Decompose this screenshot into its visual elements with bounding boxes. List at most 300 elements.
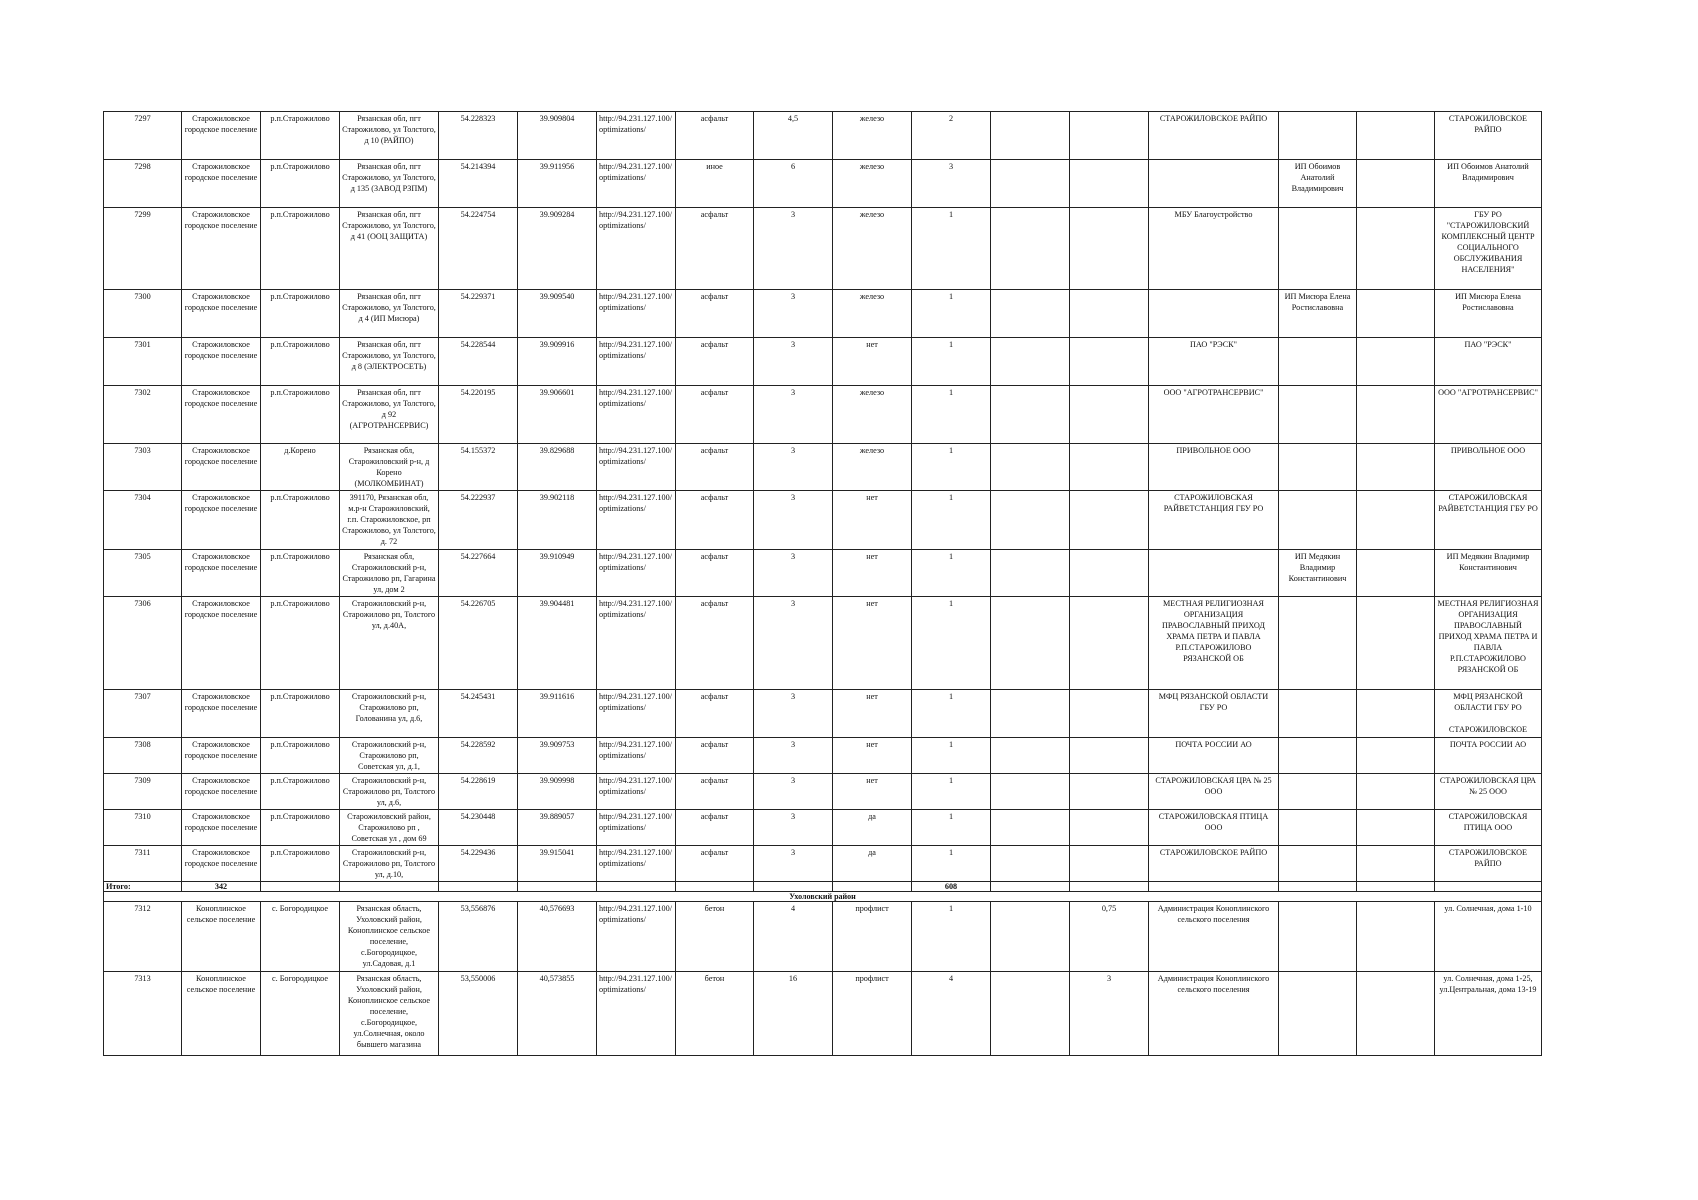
cell-row-number: 7313 [104, 972, 182, 1056]
cell-containers: 1 [912, 444, 991, 491]
cell-owner: ПРИВОЛЬНОЕ ООО [1149, 444, 1279, 491]
cell-col-12 [991, 290, 1070, 338]
cell-settlement: Старожиловское городское поселение [182, 738, 261, 774]
cell-owner: Администрация Коноплинского сельского поселения [1149, 972, 1279, 1056]
cell-entrepreneur [1279, 597, 1357, 690]
cell-served-objects: ПАО "РЭСК" [1435, 338, 1542, 386]
cell-settlement: Старожиловское городское поселение [182, 597, 261, 690]
cell-surface: асфальт [676, 208, 754, 290]
cell-col-16 [1357, 550, 1435, 597]
cell-address: Рязанская область, Ухоловский район, Коноплинское сельское поселение, с.Богородицкое, ул.Солнечная, около бывшего магазина [340, 972, 439, 1056]
cell-col-13 [1070, 160, 1149, 208]
cell-address: Старожиловский р-н, Старожилово рп, Толстого ул, д.6, [340, 774, 439, 810]
cell-col-13 [1070, 597, 1149, 690]
cell-served-objects: СТАРОЖИЛОВСКОЕ РАЙПО [1435, 112, 1542, 160]
cell-served-objects: ИП Мисюра Елена Ростиславовна [1435, 290, 1542, 338]
cell-area: 3 [754, 290, 833, 338]
cell-entrepreneur [1279, 846, 1357, 882]
cell-map-link: http://94.231.127.100/optimizations/ [597, 386, 676, 444]
cell-containers: 4 [912, 972, 991, 1056]
cell-containers: 1 [912, 774, 991, 810]
cell-col-16 [1357, 290, 1435, 338]
cell-map-link: http://94.231.127.100/optimizations/ [597, 810, 676, 846]
cell-cover: нет [833, 774, 912, 810]
cell-settlement: Старожиловское городское поселение [182, 846, 261, 882]
cell-col-12 [991, 902, 1070, 972]
table-row [104, 290, 1542, 338]
table-row [104, 902, 1542, 972]
cell-served-objects: СТАРОЖИЛОВСКАЯ ПТИЦА ООО [1435, 810, 1542, 846]
cell-area: 3 [754, 444, 833, 491]
total-empty-cell [1070, 882, 1149, 892]
cell-longitude: 39.910949 [518, 550, 597, 597]
cell-area: 3 [754, 738, 833, 774]
cell-longitude: 39.906601 [518, 386, 597, 444]
cell-row-number: 7301 [104, 338, 182, 386]
cell-latitude: 54.228592 [439, 738, 518, 774]
total-empty-cell [261, 882, 340, 892]
cell-served-objects: ул. Солнечная, дома 1-10 [1435, 902, 1542, 972]
cell-locality: с. Богородицкое [261, 902, 340, 972]
cell-col-16 [1357, 738, 1435, 774]
cell-containers: 1 [912, 491, 991, 550]
cell-longitude: 40,573855 [518, 972, 597, 1056]
cell-row-number: 7312 [104, 902, 182, 972]
cell-entrepreneur [1279, 774, 1357, 810]
cell-col-13 [1070, 338, 1149, 386]
cell-col-13: 3 [1070, 972, 1149, 1056]
cell-address: Рязанская область, Ухоловский район, Коноплинское сельское поселение, с.Богородицкое, ул.Садовая, д.1 [340, 902, 439, 972]
cell-area: 3 [754, 690, 833, 738]
cell-address: Старожиловский р-н, Старожилово рп, Голованина ул, д.6, [340, 690, 439, 738]
cell-latitude: 54.229436 [439, 846, 518, 882]
cell-owner: СТАРОЖИЛОВСКАЯ РАЙВЕТСТАНЦИЯ ГБУ РО [1149, 491, 1279, 550]
cell-served-objects: ИП Медякин Владимир Константинович [1435, 550, 1542, 597]
cell-col-13 [1070, 491, 1149, 550]
cell-map-link: http://94.231.127.100/optimizations/ [597, 738, 676, 774]
cell-col-12 [991, 846, 1070, 882]
cell-map-link: http://94.231.127.100/optimizations/ [597, 444, 676, 491]
cell-owner: ПАО "РЭСК" [1149, 338, 1279, 386]
cell-settlement: Старожиловское городское поселение [182, 444, 261, 491]
cell-latitude: 54.155372 [439, 444, 518, 491]
cell-entrepreneur [1279, 112, 1357, 160]
cell-entrepreneur [1279, 208, 1357, 290]
table-row [104, 597, 1542, 690]
cell-locality: р.п.Старожилово [261, 690, 340, 738]
cell-latitude: 54.227664 [439, 550, 518, 597]
cell-longitude: 39.909284 [518, 208, 597, 290]
cell-col-13 [1070, 386, 1149, 444]
cell-map-link: http://94.231.127.100/optimizations/ [597, 690, 676, 738]
cell-served-objects: МЕСТНАЯ РЕЛИГИОЗНАЯ ОРГАНИЗАЦИЯ ПРАВОСЛАВНЫЙ ПРИХОД ХРАМА ПЕТРА И ПАВЛА Р.П.СТАРОЖИЛОВО РЯЗАНСКОЙ ОБ [1435, 597, 1542, 690]
cell-surface: асфальт [676, 290, 754, 338]
cell-area: 3 [754, 810, 833, 846]
cell-settlement: Старожиловское городское поселение [182, 774, 261, 810]
total-empty-cell [1279, 882, 1357, 892]
cell-col-12 [991, 690, 1070, 738]
cell-map-link: http://94.231.127.100/optimizations/ [597, 597, 676, 690]
cell-surface: асфальт [676, 810, 754, 846]
cell-cover: железо [833, 160, 912, 208]
cell-locality: р.п.Старожилово [261, 208, 340, 290]
cell-longitude: 39.904481 [518, 597, 597, 690]
cell-col-13 [1070, 810, 1149, 846]
cell-row-number: 7298 [104, 160, 182, 208]
cell-area: 3 [754, 208, 833, 290]
cell-cover: профлист [833, 902, 912, 972]
cell-locality: р.п.Старожилово [261, 550, 340, 597]
cell-row-number: 7308 [104, 738, 182, 774]
cell-settlement: Старожиловское городское поселение [182, 550, 261, 597]
cell-served-objects: СТАРОЖИЛОВСКАЯ РАЙВЕТСТАНЦИЯ ГБУ РО [1435, 491, 1542, 550]
cell-col-13 [1070, 112, 1149, 160]
cell-map-link: http://94.231.127.100/optimizations/ [597, 290, 676, 338]
district-title: Ухоловский район [104, 892, 1542, 902]
cell-cover: железо [833, 386, 912, 444]
cell-locality: р.п.Старожилово [261, 774, 340, 810]
cell-col-16 [1357, 112, 1435, 160]
cell-owner: СТАРОЖИЛОВСКОЕ РАЙПО [1149, 846, 1279, 882]
cell-served-objects: СТАРОЖИЛОВСКОЕ РАЙПО [1435, 846, 1542, 882]
cell-surface: асфальт [676, 597, 754, 690]
cell-longitude: 39.829688 [518, 444, 597, 491]
cell-map-link: http://94.231.127.100/optimizations/ [597, 902, 676, 972]
cell-owner: ООО "АГРОТРАНСЕРВИС" [1149, 386, 1279, 444]
cell-map-link: http://94.231.127.100/optimizations/ [597, 491, 676, 550]
cell-owner: СТАРОЖИЛОВСКАЯ ПТИЦА ООО [1149, 810, 1279, 846]
cell-owner: Администрация Коноплинского сельского поселения [1149, 902, 1279, 972]
cell-locality: р.п.Старожилово [261, 491, 340, 550]
cell-entrepreneur [1279, 810, 1357, 846]
cell-col-13 [1070, 444, 1149, 491]
cell-address: Рязанская обл, Старожиловский р-н, д Корено (МОЛКОМБИНАТ) [340, 444, 439, 491]
cell-row-number: 7299 [104, 208, 182, 290]
cell-latitude: 54.245431 [439, 690, 518, 738]
cell-entrepreneur [1279, 491, 1357, 550]
cell-surface: асфальт [676, 338, 754, 386]
cell-surface: асфальт [676, 846, 754, 882]
cell-map-link: http://94.231.127.100/optimizations/ [597, 160, 676, 208]
cell-col-16 [1357, 338, 1435, 386]
cell-served-objects: МФЦ РЯЗАНСКОЙ ОБЛАСТИ ГБУ РО СТАРОЖИЛОВСКОЕ [1435, 690, 1542, 738]
cell-col-12 [991, 491, 1070, 550]
cell-col-16 [1357, 774, 1435, 810]
cell-entrepreneur [1279, 690, 1357, 738]
cell-owner: МФЦ РЯЗАНСКОЙ ОБЛАСТИ ГБУ РО [1149, 690, 1279, 738]
cell-map-link: http://94.231.127.100/optimizations/ [597, 112, 676, 160]
cell-latitude: 54.230448 [439, 810, 518, 846]
cell-col-16 [1357, 902, 1435, 972]
cell-longitude: 39.911956 [518, 160, 597, 208]
cell-cover: нет [833, 738, 912, 774]
cell-containers: 1 [912, 738, 991, 774]
cell-containers: 1 [912, 810, 991, 846]
cell-col-12 [991, 444, 1070, 491]
cell-area: 4,5 [754, 112, 833, 160]
cell-cover: железо [833, 112, 912, 160]
cell-row-number: 7304 [104, 491, 182, 550]
cell-col-13: 0,75 [1070, 902, 1149, 972]
cell-row-number: 7306 [104, 597, 182, 690]
cell-settlement: Старожиловское городское поселение [182, 160, 261, 208]
cell-locality: р.п.Старожилово [261, 738, 340, 774]
cell-map-link: http://94.231.127.100/optimizations/ [597, 208, 676, 290]
cell-entrepreneur: ИП Мисюра Елена Ростиславовна [1279, 290, 1357, 338]
cell-address: Старожиловский р-н, Старожилово рп, Толстого ул, д.40А, [340, 597, 439, 690]
table-row [104, 846, 1542, 882]
cell-map-link: http://94.231.127.100/optimizations/ [597, 846, 676, 882]
cell-area: 3 [754, 846, 833, 882]
total-empty-cell [991, 882, 1070, 892]
cell-col-13 [1070, 846, 1149, 882]
cell-latitude: 53,550006 [439, 972, 518, 1056]
cell-col-12 [991, 338, 1070, 386]
cell-surface: асфальт [676, 444, 754, 491]
cell-address: Рязанская обл, пгт Старожилово, ул Толстого, д 4 (ИП Мисюра) [340, 290, 439, 338]
cell-longitude: 39.911616 [518, 690, 597, 738]
cell-col-13 [1070, 290, 1149, 338]
cell-surface: асфальт [676, 491, 754, 550]
cell-longitude: 39.889057 [518, 810, 597, 846]
cell-settlement: Старожиловское городское поселение [182, 208, 261, 290]
table-row [104, 386, 1542, 444]
cell-entrepreneur [1279, 972, 1357, 1056]
table-row [104, 738, 1542, 774]
cell-address: Рязанская обл, пгт Старожилово, ул Толстого, д 92 (АГРОТРАНСЕРВИС) [340, 386, 439, 444]
cell-area: 4 [754, 902, 833, 972]
cell-longitude: 39.909540 [518, 290, 597, 338]
cell-cover: да [833, 810, 912, 846]
cell-owner: ПОЧТА РОССИИ АО [1149, 738, 1279, 774]
cell-owner: МБУ Благоустройство [1149, 208, 1279, 290]
cell-col-16 [1357, 160, 1435, 208]
cell-owner [1149, 290, 1279, 338]
cell-col-13 [1070, 208, 1149, 290]
cell-longitude: 39.909998 [518, 774, 597, 810]
cell-latitude: 54.226705 [439, 597, 518, 690]
cell-latitude: 54.214394 [439, 160, 518, 208]
cell-col-12 [991, 810, 1070, 846]
total-row [104, 882, 1542, 892]
total-count: 342 [182, 882, 261, 892]
cell-settlement: Старожиловское городское поселение [182, 690, 261, 738]
cell-locality: с. Богородицкое [261, 972, 340, 1056]
cell-col-12 [991, 112, 1070, 160]
cell-area: 3 [754, 491, 833, 550]
cell-row-number: 7300 [104, 290, 182, 338]
table-row [104, 550, 1542, 597]
cell-longitude: 39.915041 [518, 846, 597, 882]
cell-col-12 [991, 774, 1070, 810]
cell-row-number: 7310 [104, 810, 182, 846]
cell-containers: 1 [912, 690, 991, 738]
cell-cover: железо [833, 444, 912, 491]
cell-served-objects: СТАРОЖИЛОВСКАЯ ЦРА № 25 ООО [1435, 774, 1542, 810]
total-empty-cell [518, 882, 597, 892]
cell-entrepreneur [1279, 386, 1357, 444]
cell-col-12 [991, 597, 1070, 690]
cell-col-16 [1357, 444, 1435, 491]
table-row [104, 810, 1542, 846]
cell-address: Рязанская обл, пгт Старожилово, ул Толстого, д 8 (ЭЛЕКТРОСЕТЬ) [340, 338, 439, 386]
cell-entrepreneur: ИП Медякин Владимир Константинович [1279, 550, 1357, 597]
cell-entrepreneur [1279, 338, 1357, 386]
cell-col-16 [1357, 208, 1435, 290]
cell-containers: 1 [912, 597, 991, 690]
cell-longitude: 40,576693 [518, 902, 597, 972]
total-empty-cell [1149, 882, 1279, 892]
cell-address: Рязанская обл, пгт Старожилово, ул Толстого, д 41 (ООЦ ЗАЩИТА) [340, 208, 439, 290]
cell-col-16 [1357, 597, 1435, 690]
cell-surface: асфальт [676, 550, 754, 597]
cell-latitude: 54.228619 [439, 774, 518, 810]
total-empty-cell [340, 882, 439, 892]
cell-containers: 1 [912, 550, 991, 597]
total-empty-cell [439, 882, 518, 892]
cell-row-number: 7303 [104, 444, 182, 491]
cell-col-13 [1070, 738, 1149, 774]
cell-longitude: 39.909916 [518, 338, 597, 386]
cell-longitude: 39.909753 [518, 738, 597, 774]
cell-owner [1149, 550, 1279, 597]
cell-cover: железо [833, 290, 912, 338]
cell-surface: асфальт [676, 386, 754, 444]
cell-longitude: 39.902118 [518, 491, 597, 550]
cell-address: 391170, Рязанская обл, м.р-н Старожиловский, г.п. Старожиловское, рп Старожилово, ул Толстого, д. 72 [340, 491, 439, 550]
cell-col-12 [991, 386, 1070, 444]
table-row [104, 774, 1542, 810]
cell-area: 3 [754, 338, 833, 386]
cell-col-13 [1070, 774, 1149, 810]
cell-address: Рязанская обл, Старожиловский р-н, Старожилово рп, Гагарина ул, дом 2 [340, 550, 439, 597]
cell-col-12 [991, 972, 1070, 1056]
cell-surface: асфальт [676, 774, 754, 810]
cell-row-number: 7307 [104, 690, 182, 738]
cell-col-12 [991, 208, 1070, 290]
cell-cover: да [833, 846, 912, 882]
cell-surface: иное [676, 160, 754, 208]
cell-latitude: 54.220195 [439, 386, 518, 444]
cell-address: Старожиловский р-н, Старожилово рп, Советская ул, д.1, [340, 738, 439, 774]
cell-col-16 [1357, 386, 1435, 444]
total-empty-cell [676, 882, 754, 892]
total-empty-cell [754, 882, 833, 892]
cell-area: 16 [754, 972, 833, 1056]
cell-cover: нет [833, 550, 912, 597]
total-empty-cell [597, 882, 676, 892]
cell-served-objects: ПОЧТА РОССИИ АО [1435, 738, 1542, 774]
cell-row-number: 7305 [104, 550, 182, 597]
total-empty-cell [833, 882, 912, 892]
cell-owner: СТАРОЖИЛОВСКАЯ ЦРА № 25 ООО [1149, 774, 1279, 810]
cell-locality: р.п.Старожилово [261, 160, 340, 208]
cell-latitude: 54.222937 [439, 491, 518, 550]
cell-surface: асфальт [676, 112, 754, 160]
cell-surface: бетон [676, 902, 754, 972]
cell-longitude: 39.909804 [518, 112, 597, 160]
cell-settlement: Коноплинское сельское поселение [182, 972, 261, 1056]
cell-area: 3 [754, 550, 833, 597]
cell-address: Рязанская обл, пгт Старожилово, ул Толстого, д 135 (ЗАВОД РЗПМ) [340, 160, 439, 208]
table-row [104, 112, 1542, 160]
registry-table [103, 111, 1542, 1056]
table-row [104, 491, 1542, 550]
cell-owner [1149, 160, 1279, 208]
cell-col-12 [991, 738, 1070, 774]
cell-map-link: http://94.231.127.100/optimizations/ [597, 972, 676, 1056]
cell-row-number: 7297 [104, 112, 182, 160]
cell-latitude: 53,556876 [439, 902, 518, 972]
cell-surface: асфальт [676, 738, 754, 774]
cell-locality: р.п.Старожилово [261, 597, 340, 690]
cell-latitude: 54.229371 [439, 290, 518, 338]
cell-entrepreneur [1279, 902, 1357, 972]
cell-row-number: 7302 [104, 386, 182, 444]
cell-latitude: 54.228544 [439, 338, 518, 386]
table-row [104, 972, 1542, 1056]
table-row [104, 208, 1542, 290]
cell-locality: р.п.Старожилово [261, 112, 340, 160]
cell-entrepreneur [1279, 444, 1357, 491]
cell-col-12 [991, 160, 1070, 208]
cell-area: 3 [754, 597, 833, 690]
cell-col-13 [1070, 550, 1149, 597]
cell-col-16 [1357, 491, 1435, 550]
cell-containers: 3 [912, 160, 991, 208]
cell-served-objects: ПРИВОЛЬНОЕ ООО [1435, 444, 1542, 491]
table-row [104, 690, 1542, 738]
cell-owner: МЕСТНАЯ РЕЛИГИОЗНАЯ ОРГАНИЗАЦИЯ ПРАВОСЛАВНЫЙ ПРИХОД ХРАМА ПЕТРА И ПАВЛА Р.П.СТАРОЖИЛОВО РЯЗАНСКОЙ ОБ [1149, 597, 1279, 690]
cell-surface: асфальт [676, 690, 754, 738]
cell-col-16 [1357, 690, 1435, 738]
cell-cover: нет [833, 491, 912, 550]
cell-served-objects: ул. Солнечная, дома 1-25, ул.Центральная, дома 13-19 [1435, 972, 1542, 1056]
cell-served-objects: ООО "АГРОТРАНСЕРВИС" [1435, 386, 1542, 444]
cell-entrepreneur: ИП Обоимов Анатолий Владимирович [1279, 160, 1357, 208]
cell-latitude: 54.228323 [439, 112, 518, 160]
cell-col-16 [1357, 846, 1435, 882]
cell-cover: профлист [833, 972, 912, 1056]
cell-settlement: Старожиловское городское поселение [182, 290, 261, 338]
cell-row-number: 7309 [104, 774, 182, 810]
table-row [104, 160, 1542, 208]
cell-map-link: http://94.231.127.100/optimizations/ [597, 550, 676, 597]
cell-row-number: 7311 [104, 846, 182, 882]
cell-locality: р.п.Старожилово [261, 386, 340, 444]
cell-settlement: Старожиловское городское поселение [182, 386, 261, 444]
cell-area: 6 [754, 160, 833, 208]
cell-settlement: Старожиловское городское поселение [182, 810, 261, 846]
cell-map-link: http://94.231.127.100/optimizations/ [597, 774, 676, 810]
cell-settlement: Старожиловское городское поселение [182, 112, 261, 160]
cell-containers: 2 [912, 112, 991, 160]
cell-col-12 [991, 550, 1070, 597]
table-row [104, 444, 1542, 491]
cell-served-objects: ГБУ РО "СТАРОЖИЛОВСКИЙ КОМПЛЕКСНЫЙ ЦЕНТР СОЦИАЛЬНОГО ОБСЛУЖИВАНИЯ НАСЕЛЕНИЯ" [1435, 208, 1542, 290]
cell-settlement: Старожиловское городское поселение [182, 491, 261, 550]
cell-containers: 1 [912, 902, 991, 972]
cell-latitude: 54.224754 [439, 208, 518, 290]
cell-cover: нет [833, 338, 912, 386]
cell-locality: д.Корено [261, 444, 340, 491]
cell-cover: нет [833, 690, 912, 738]
cell-containers: 1 [912, 208, 991, 290]
cell-containers: 1 [912, 386, 991, 444]
cell-col-16 [1357, 972, 1435, 1056]
cell-containers: 1 [912, 338, 991, 386]
cell-entrepreneur [1279, 738, 1357, 774]
